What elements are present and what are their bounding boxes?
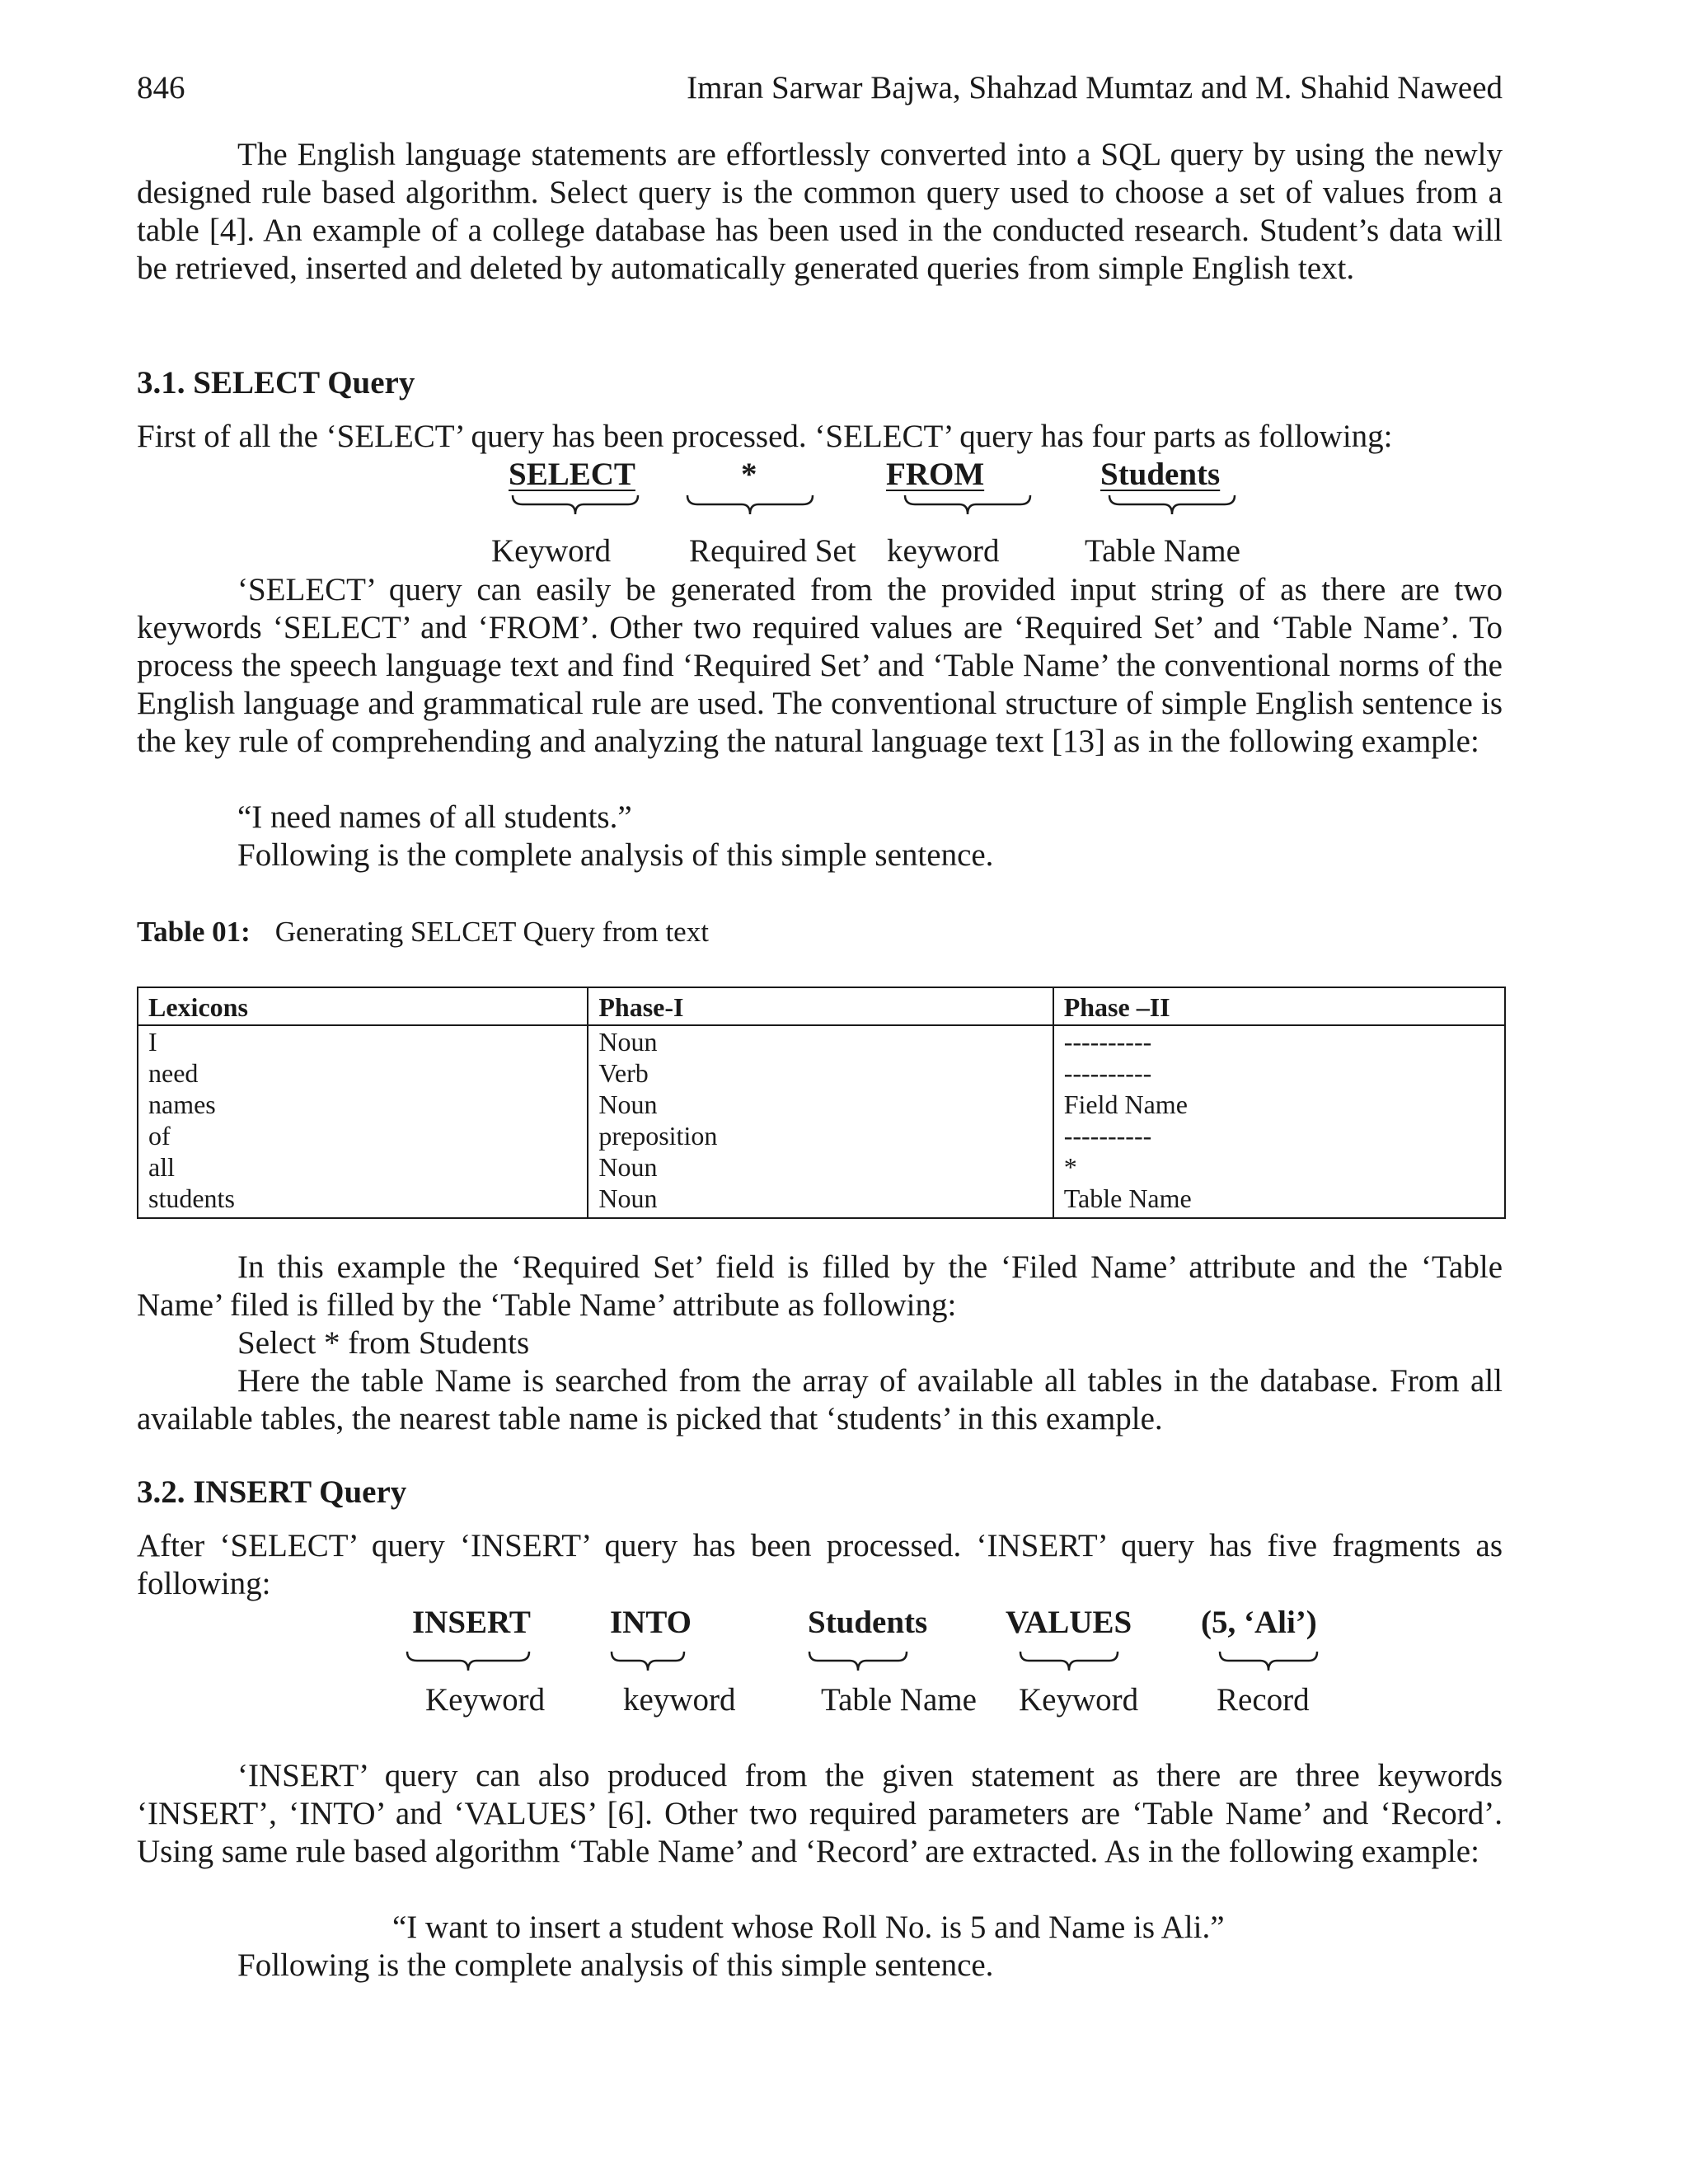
table-cell: all (138, 1151, 588, 1183)
table-cell: Noun (588, 1151, 1053, 1183)
table-cell: need (138, 1057, 588, 1089)
select-label-table-name: Table Name (1085, 533, 1240, 569)
table-cell: Verb (588, 1057, 1053, 1089)
table-cell: names (138, 1089, 588, 1120)
table-cell: ---------- (1053, 1025, 1505, 1057)
select-brace-4 (1108, 493, 1236, 516)
intro-paragraph: The English language statements are effortlessly converted into a SQL query by using the newly designed rule based algorithm. Select query is the common query used to choose a set of values from a table [4]. An example of a college database has been used in the conducted research. Student’s data will be retrieved, inserted and deleted by automatically generated queries from simple English text. (137, 137, 1503, 286)
insert-brace-5 (1218, 1649, 1319, 1672)
select-token-star: * (741, 457, 757, 492)
select-token-students: Students (1100, 457, 1221, 492)
select-example-sentence: “I need names of all students.” (237, 799, 632, 835)
column-header-phase-1: Phase-I (588, 987, 1053, 1025)
insert-brace-4 (1019, 1649, 1119, 1672)
insert-label-keyword: Keyword (425, 1682, 546, 1718)
section-heading-insert: 3.2. INSERT Query (137, 1474, 407, 1510)
insert-example-sentence: “I want to insert a student whose Roll No. is 5 and Name is Ali.” (392, 1910, 1225, 1945)
table-cell: of (138, 1120, 588, 1151)
insert-token-students: Students (808, 1605, 928, 1640)
select-query-example: Select * from Students (237, 1325, 530, 1361)
section-heading-select: 3.1. SELECT Query (137, 365, 415, 401)
insert-token-values: VALUES (1006, 1605, 1132, 1640)
table-caption-text: Generating SELCET Query from text (274, 916, 709, 948)
running-head-authors: Imran Sarwar Bajwa, Shahzad Mumtaz and M. Shahid Naweed (687, 70, 1503, 105)
table-caption (137, 913, 709, 951)
table-caption-label: Table 01: (137, 916, 251, 948)
insert-brace-1 (406, 1649, 531, 1672)
insert-label-keyword-values: Keyword (1019, 1682, 1139, 1718)
table-cell: Noun (588, 1025, 1053, 1057)
column-header-lexicons: Lexicons (138, 987, 588, 1025)
select-brace-3 (903, 493, 1032, 516)
table-row (138, 1120, 1505, 1151)
select-label-keyword: Keyword (491, 533, 612, 569)
table-cell: Noun (588, 1089, 1053, 1120)
table-cell: ---------- (1053, 1057, 1505, 1089)
table-cell: * (1053, 1151, 1505, 1183)
table-cell: I (138, 1025, 588, 1057)
insert-token-into: INTO (610, 1605, 692, 1640)
table-cell: Noun (588, 1183, 1053, 1218)
table-cell: students (138, 1183, 588, 1218)
select-token-select: SELECT (509, 457, 635, 492)
insert-body-paragraph: ‘INSERT’ query can also produced from the given statement as there are three keywords ‘INSERT’, ‘INTO’ and ‘VALUES’ [6]. Other two required parameters are ‘Table Name’ and ‘Record’. Using same rule based algorithm ‘Table Name’ and ‘Record’ are extracted. As in the following example: (137, 1758, 1503, 1869)
after-table-paragraph-2: Here the table Name is searched from the array of available all tables in the database. From all available tables, the nearest table name is picked that ‘students’ in this example. (137, 1363, 1503, 1436)
column-header-phase-2: Phase –II (1053, 987, 1505, 1025)
insert-token-insert: INSERT (412, 1605, 531, 1640)
select-brace-1 (511, 493, 640, 516)
table-header-row (138, 987, 1505, 1025)
insert-token-record: (5, ‘Ali’) (1201, 1605, 1317, 1640)
table-row (138, 1151, 1505, 1183)
after-table-paragraph-1: In this example the ‘Required Set’ field is filled by the ‘Filed Name’ attribute and the ‘Table Name’ filed is filled by the ‘Table Name’ attribute as following: (137, 1249, 1503, 1323)
insert-brace-3 (808, 1649, 908, 1672)
insert-label-keyword-into: keyword (623, 1682, 736, 1718)
table-cell: preposition (588, 1120, 1053, 1151)
select-brace-2 (686, 493, 814, 516)
table-row (138, 1025, 1505, 1057)
table-cell: ---------- (1053, 1120, 1505, 1151)
page-number: 846 (137, 70, 185, 105)
select-body-paragraph: ‘SELECT’ query can easily be generated from the provided input string of as there are two keywords ‘SELECT’ and ‘FROM’. Other two required values are ‘Required Set’ and ‘Table Name’. To process the speech language text and find ‘Required Set’ and ‘Table Name’ the conventional norms of the English language and grammatical rule are used. The conventional structure of simple English sentence is the key rule of comprehending and analyzing the natural language text [13] as in the following example: (137, 572, 1503, 759)
insert-lead-paragraph: After ‘SELECT’ query ‘INSERT’ query has been processed. ‘INSERT’ query has five fragments as following: (137, 1528, 1503, 1601)
select-label-required-set: Required Set (689, 533, 856, 569)
insert-brace-2 (610, 1649, 686, 1672)
table-row (138, 1183, 1505, 1218)
insert-label-table-name: Table Name (821, 1682, 977, 1718)
insert-label-record: Record (1217, 1682, 1310, 1718)
table-row (138, 1057, 1505, 1089)
table-row (138, 1089, 1505, 1120)
table-cell: Table Name (1053, 1183, 1505, 1218)
insert-analysis-intro: Following is the complete analysis of this simple sentence. (237, 1947, 994, 1983)
select-lead-paragraph: First of all the ‘SELECT’ query has been processed. ‘SELECT’ query has four parts as following: (137, 419, 1393, 454)
select-analysis-intro: Following is the complete analysis of this simple sentence. (237, 837, 994, 873)
select-token-from: FROM (886, 457, 985, 492)
select-label-keyword-from: keyword (887, 533, 1000, 569)
lexicon-table (137, 987, 1506, 1219)
table-cell: Field Name (1053, 1089, 1505, 1120)
